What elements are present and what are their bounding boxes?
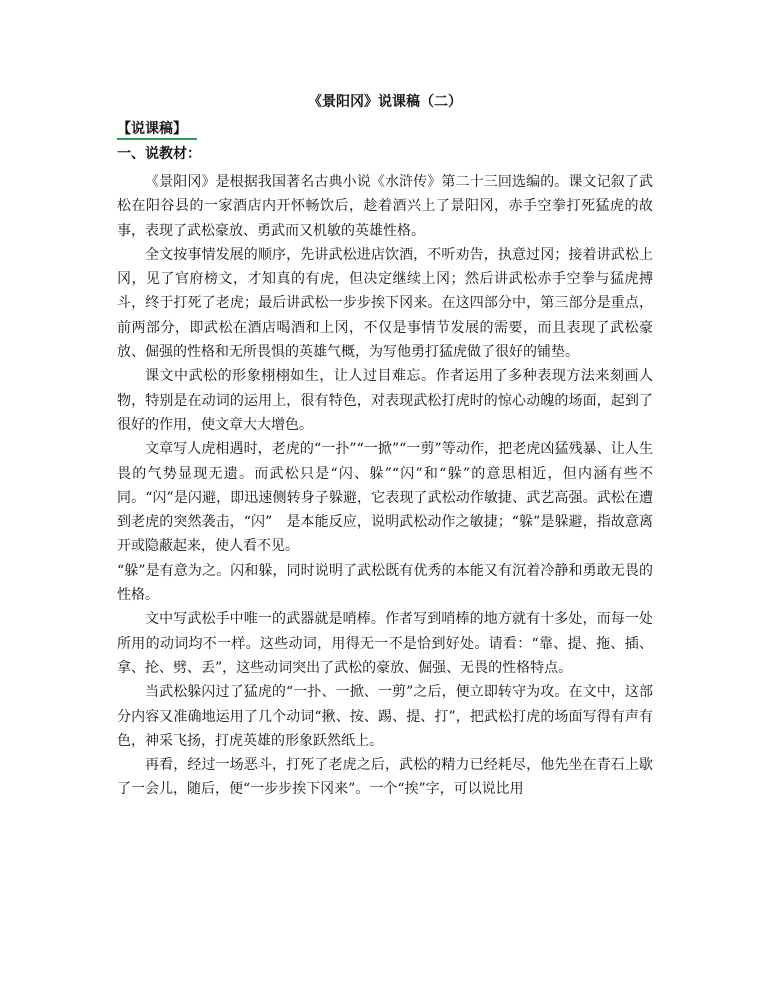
paragraph: 《景阳冈》是根据我国著名古典小说《水浒传》第二十三回选编的。课文记叙了武松在阳谷县的一家酒店内开怀畅饮后，趁着酒兴上了景阳冈，赤手空拳打死猛虎的故事，表现了武松豪放、勇武而又机敏的英雄性格。	[117, 174, 653, 239]
paragraph: 文章写人虎相遇时，老虎的“一扑”“一掀”“一剪”等动作，把老虎凶猛残暴、让人生畏的气势显现无遗。而武松只是“闪、躲”“闪”和“躲”的意思相近，但内涵有些不同。“闪”是闪避，即迅速侧转身子躲避，它表现了武松动作敏捷、武艺高强。武松在遭到老虎的突然袭击，“闪” 是本能反应，说明武松动作之敏捷；“躲”是躲避，指故意离开或隐蔽起来，使人看不见。	[117, 441, 653, 555]
paragraph: 文中写武松手中唯一的武器就是哨棒。作者写到哨棒的地方就有十多处，而每一处所用的动词均不一样。这些动词，用得无一不是恰到好处。请看：“靠、提、拖、插、拿、抡、劈、丢”，这些动词突出了武松的豪放、倔强、无畏的性格特点。	[117, 611, 653, 676]
section-label-underline	[117, 138, 197, 140]
paragraph: 全文按事情发展的顺序，先讲武松进店饮酒，不听劝告，执意过冈；接着讲武松上冈，见了官府榜文，才知真的有虎，但决定继续上冈；然后讲武松赤手空拳与猛虎搏斗，终于打死了老虎；最后讲武松一步步挨下冈来。在这四部分中，第三部分是重点，前两部分，即武松在酒店喝酒和上冈，不仅是事情节发展的需要，而且表现了武松豪放、倔强的性格和无所畏惧的英雄气概，为写他勇打猛虎做了很好的铺垫。	[117, 246, 653, 361]
section-heading: 一、说教材：	[117, 146, 201, 162]
paragraph: “躲”是有意为之。闪和躲，同时说明了武松既有优秀的本能又有沉着冷静和勇敢无畏的性格。	[117, 562, 653, 604]
paragraph: 当武松躲闪过了猛虎的“一扑、一掀、一剪”之后，便立即转守为攻。在文中，这部分内容又准确地运用了几个动词“揪、按、踢、提、打”，把武松打虎的场面写得有声有色，神采飞扬，打虎英雄的形象跃然纸上。	[117, 684, 653, 749]
paragraph: 课文中武松的形象栩栩如生，让人过目难忘。作者运用了多种表现方法来刻画人物，特别是在动词的运用上，很有特色，对表现武松打虎时的惊心动魄的场面，起到了很好的作用，使文章大大增色。	[117, 368, 653, 433]
paragraph: 再看，经过一场恶斗，打死了老虎之后，武松的精力已经耗尽，他先坐在青石上歇了一会儿，随后，便“一步步挨下冈来”。一个“挨”字，可以说比用	[117, 757, 653, 798]
section-label: 【说课稿】	[117, 121, 187, 137]
document-title: 《景阳冈》说课稿（二）	[308, 94, 462, 110]
document-body	[117, 170, 653, 802]
